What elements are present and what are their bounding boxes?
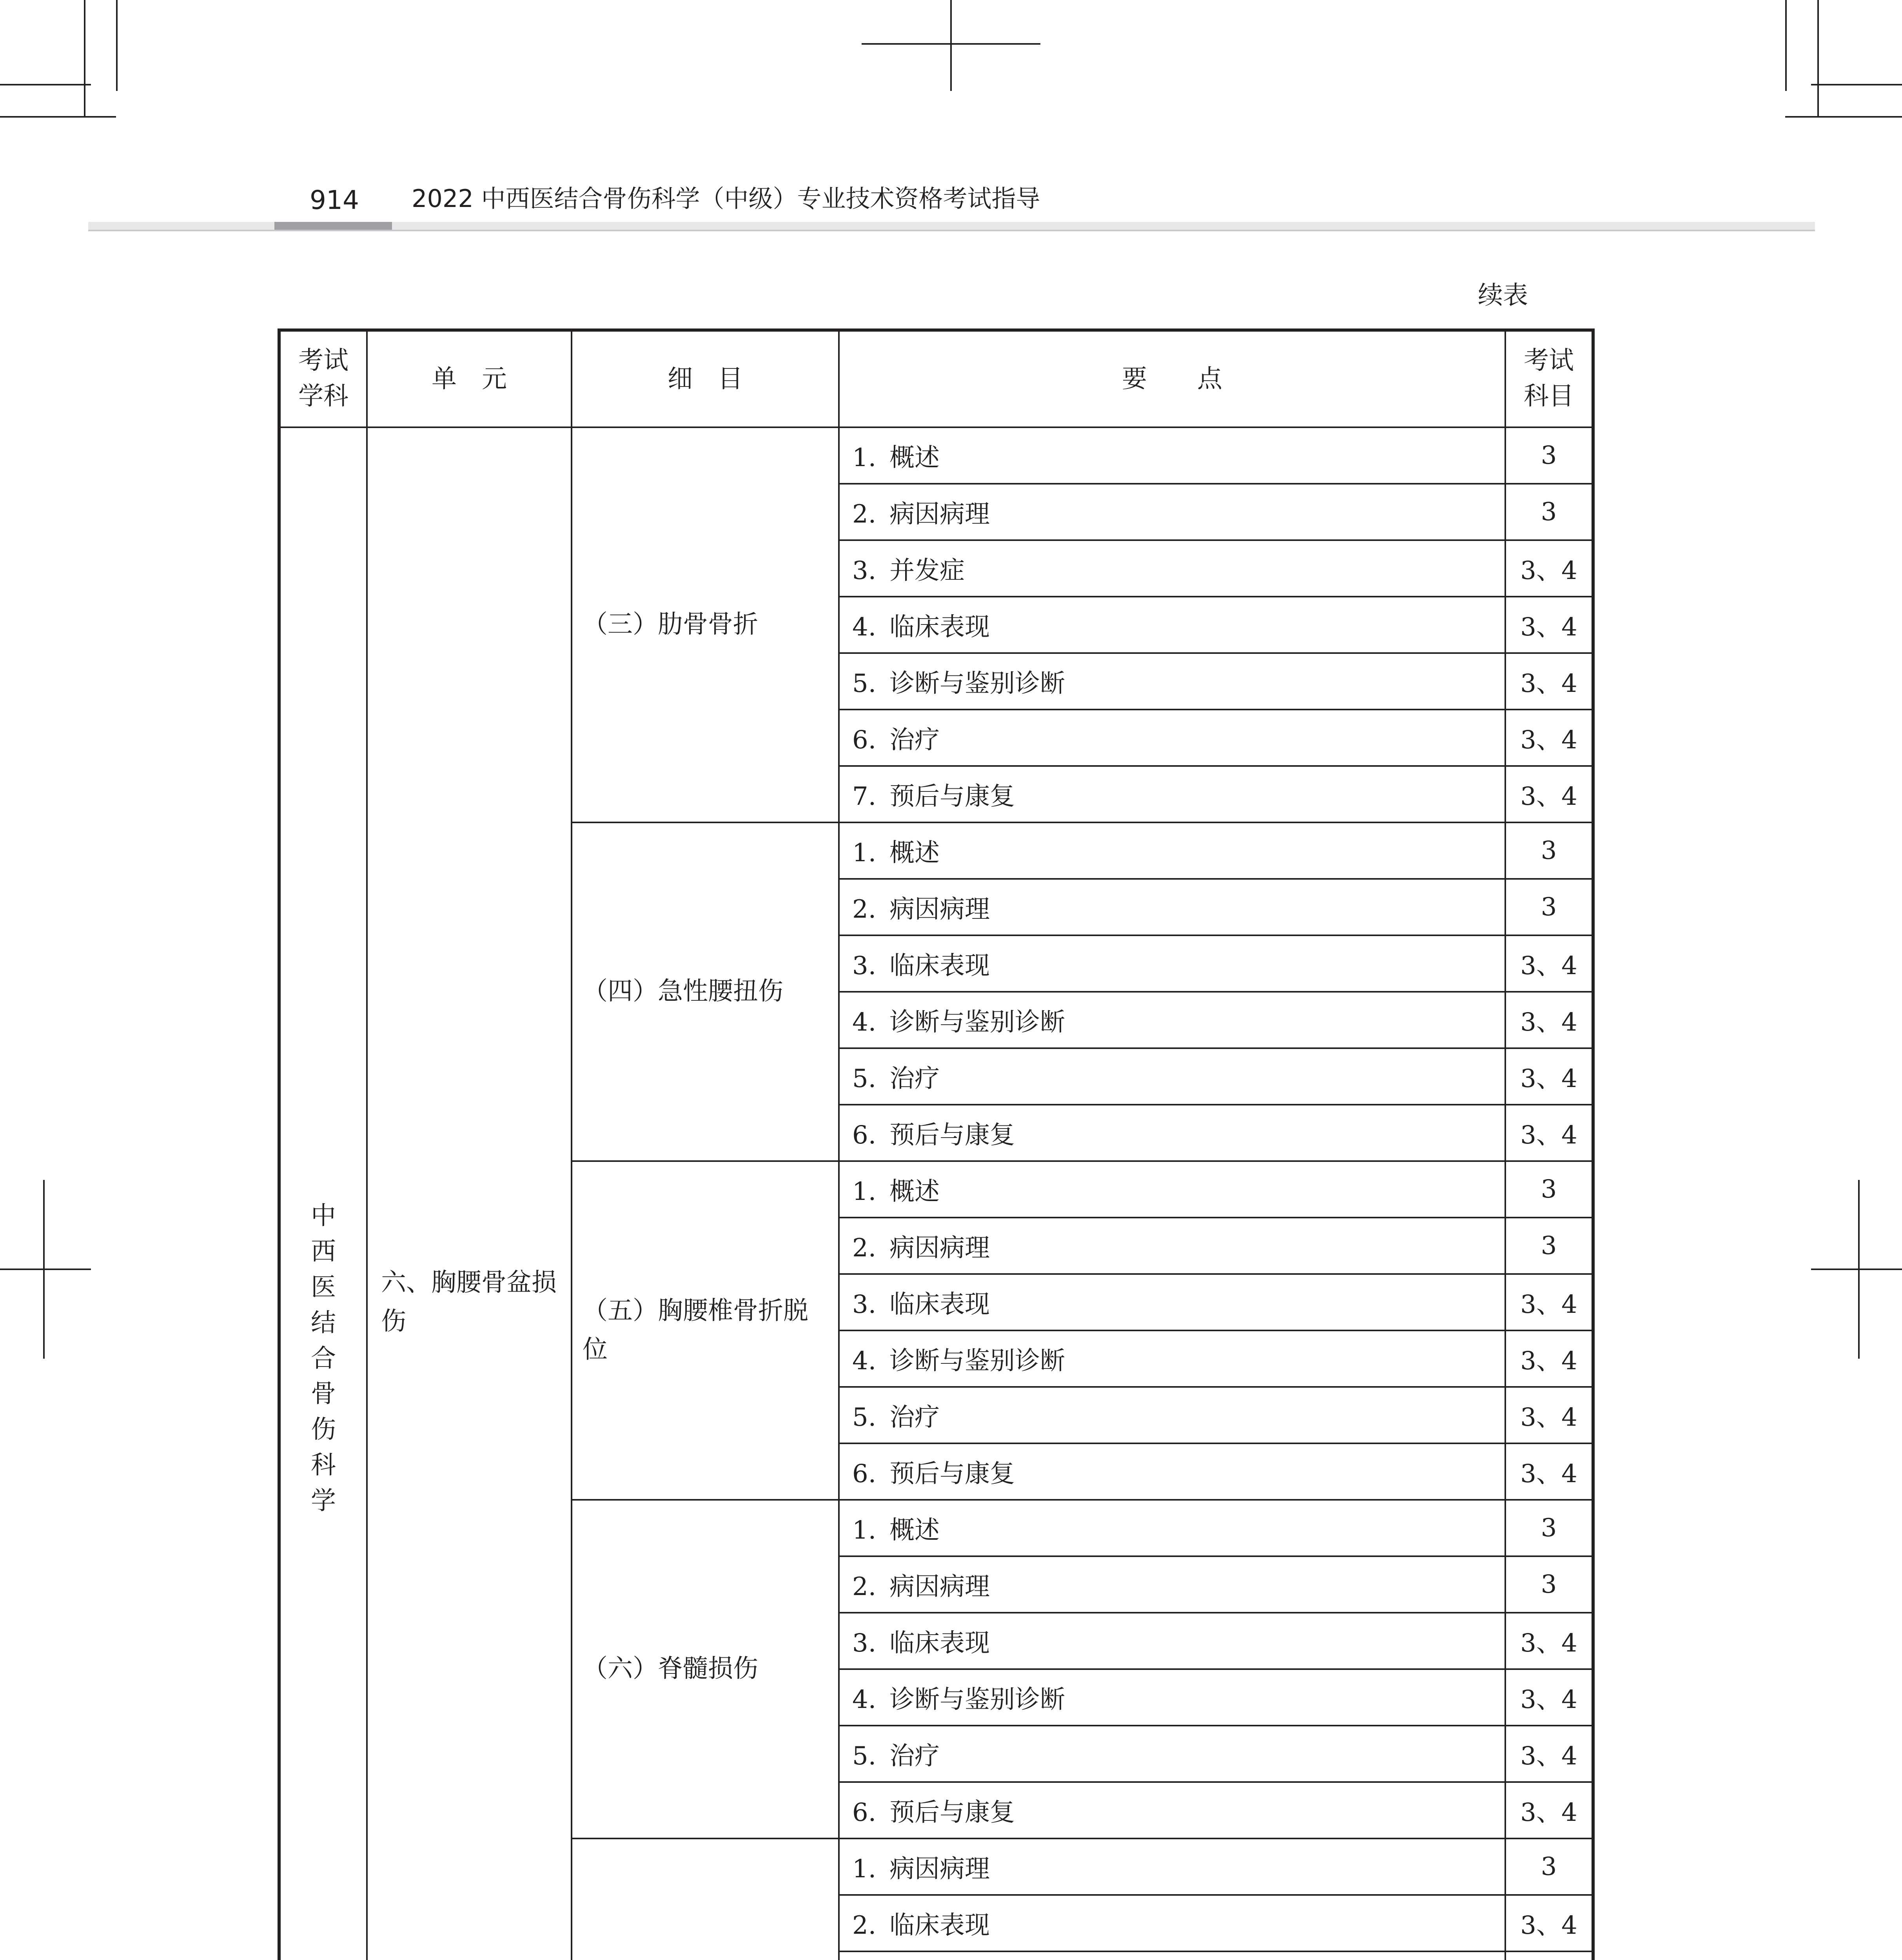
point-number: 2.: [852, 1572, 877, 1601]
point-number: 3.: [852, 556, 877, 585]
point-cell: [839, 653, 1505, 710]
table-header-row: [279, 330, 1593, 427]
point-cell: [839, 1161, 1505, 1218]
point-text: 诊断与鉴别诊断: [889, 669, 1065, 698]
point-cell: [839, 1274, 1505, 1330]
exam-code-cell: 3: [1505, 1838, 1593, 1895]
header-item: 细 目: [572, 330, 839, 427]
point-number: 4.: [852, 1685, 877, 1714]
point-cell: [839, 1613, 1505, 1669]
exam-code-cell: 3: [1505, 879, 1593, 935]
point-cell: [839, 427, 1505, 484]
header-point: 要 点: [839, 330, 1505, 427]
point-text: 治疗: [889, 1064, 940, 1093]
exam-code-cell: 3、4: [1505, 597, 1593, 653]
point-text: 预后与康复: [889, 1798, 1015, 1827]
point-text: 病因病理: [889, 1855, 990, 1884]
point-number: 1.: [852, 443, 877, 472]
point-text: 诊断与鉴别诊断: [889, 1347, 1065, 1376]
exam-code-cell: 3: [1505, 1161, 1593, 1218]
item-cell: （四）急性腰扭伤: [572, 822, 839, 1161]
exam-code-cell: 3、4: [1505, 653, 1593, 710]
exam-code-cell: 3、4: [1505, 1669, 1593, 1726]
point-cell: [839, 1838, 1505, 1895]
point-text: 概述: [889, 838, 940, 867]
subject-cell: 中西医结合骨伤科学: [279, 427, 367, 1960]
point-text: 概述: [889, 1177, 940, 1206]
point-number: 6.: [852, 1459, 877, 1488]
exam-code-cell: 3、4: [1505, 766, 1593, 822]
point-number: 3.: [852, 1290, 877, 1319]
point-number: 6.: [852, 726, 877, 755]
page-number: 914: [310, 185, 359, 215]
exam-code-cell: 3、4: [1505, 1895, 1593, 1951]
point-number: 7.: [852, 782, 877, 811]
point-cell: [839, 1218, 1505, 1274]
running-header-title: 2022 中西医结合骨伤科学（中级）专业技术资格考试指导: [412, 184, 1040, 213]
point-cell: [839, 1669, 1505, 1726]
item-cell: （三）肋骨骨折: [572, 427, 839, 822]
syllabus-table: [278, 328, 1595, 1960]
point-number: 6.: [852, 1798, 877, 1827]
crop-mark: [1811, 1269, 1902, 1270]
point-cell: [839, 1500, 1505, 1556]
point-cell: [839, 766, 1505, 822]
point-cell: [839, 879, 1505, 935]
point-number: 1.: [852, 1855, 877, 1884]
point-text: 并发症: [889, 556, 965, 585]
exam-code-cell: 3、4: [1505, 540, 1593, 597]
point-number: 5.: [852, 1064, 877, 1093]
point-number: 2.: [852, 500, 877, 529]
crop-mark: [1817, 0, 1819, 116]
crop-mark: [1785, 116, 1902, 118]
point-text: 病因病理: [889, 895, 990, 924]
header-exam-code: 考试科目: [1505, 330, 1593, 427]
crop-mark: [0, 84, 91, 85]
header-rule-accent: [274, 222, 392, 230]
point-number: 6.: [852, 1121, 877, 1150]
header-unit: 单 元: [367, 330, 572, 427]
header-subject: 考试学科: [279, 330, 367, 427]
point-text: 概述: [889, 1516, 940, 1545]
point-number: 1.: [852, 1516, 877, 1545]
exam-code-cell: 3、4: [1505, 1330, 1593, 1387]
point-text: 临床表现: [889, 951, 990, 980]
point-number: 5.: [852, 1403, 877, 1432]
point-text: 诊断与鉴别诊断: [889, 1685, 1065, 1714]
point-text: 临床表现: [889, 1629, 990, 1658]
header-rule-thin: [88, 230, 1815, 231]
point-text: 临床表现: [889, 613, 990, 642]
point-number: 2.: [852, 1234, 877, 1263]
point-cell: [839, 1330, 1505, 1387]
point-number: 2.: [852, 1911, 877, 1940]
point-text: 预后与康复: [889, 1121, 1015, 1150]
point-number: 4.: [852, 1008, 877, 1037]
exam-code-cell: 3: [1505, 1218, 1593, 1274]
point-text: 病因病理: [889, 1234, 990, 1263]
exam-code-cell: 3: [1505, 427, 1593, 484]
point-cell: [839, 1443, 1505, 1500]
point-number: 3.: [852, 951, 877, 980]
point-cell: [839, 710, 1505, 766]
point-text: 病因病理: [889, 1572, 990, 1601]
exam-code-cell: 3: [1505, 822, 1593, 879]
exam-code-cell: 3、4: [1505, 935, 1593, 992]
point-number: 3.: [852, 1629, 877, 1658]
point-text: 临床表现: [889, 1290, 990, 1319]
point-cell: [839, 992, 1505, 1048]
point-number: 4.: [852, 613, 877, 642]
point-number: 1.: [852, 838, 877, 867]
point-text: 概述: [889, 443, 940, 472]
crop-mark: [116, 0, 118, 91]
point-text: 治疗: [889, 1403, 940, 1432]
crop-mark: [950, 0, 952, 91]
exam-code-cell: 3、4: [1505, 1443, 1593, 1500]
table-row: [279, 427, 1593, 484]
crop-mark: [84, 0, 85, 116]
unit-cell: 六、胸腰骨盆损伤: [367, 427, 572, 1960]
exam-code-cell: 3、4: [1505, 1782, 1593, 1838]
point-cell: [839, 1951, 1505, 1960]
item-cell: （六）脊髓损伤: [572, 1500, 839, 1838]
point-number: 4.: [852, 1347, 877, 1376]
point-cell: [839, 1895, 1505, 1951]
exam-code-cell: [1505, 1951, 1593, 1960]
crop-mark: [1811, 84, 1902, 85]
point-number: 1.: [852, 1177, 877, 1206]
continued-label: 续表: [1478, 281, 1528, 310]
exam-code-cell: 3、4: [1505, 992, 1593, 1048]
exam-code-cell: 3、4: [1505, 1274, 1593, 1330]
point-cell: [839, 484, 1505, 540]
point-cell: [839, 597, 1505, 653]
point-cell: [839, 1387, 1505, 1443]
crop-mark: [862, 43, 1040, 45]
point-cell: [839, 935, 1505, 992]
item-cell: [572, 1838, 839, 1960]
point-cell: [839, 1556, 1505, 1613]
point-cell: [839, 540, 1505, 597]
point-cell: [839, 1782, 1505, 1838]
exam-code-cell: 3、4: [1505, 1105, 1593, 1161]
exam-code-cell: 3、4: [1505, 1726, 1593, 1782]
crop-mark: [0, 1269, 91, 1270]
exam-code-cell: 3、4: [1505, 1048, 1593, 1105]
point-text: 治疗: [889, 726, 940, 755]
exam-code-cell: 3、4: [1505, 1613, 1593, 1669]
point-text: 治疗: [889, 1742, 940, 1771]
point-cell: [839, 822, 1505, 879]
item-cell: （五）胸腰椎骨折脱位: [572, 1161, 839, 1500]
point-text: 预后与康复: [889, 1459, 1015, 1488]
exam-code-cell: 3、4: [1505, 1387, 1593, 1443]
point-number: 5.: [852, 669, 877, 698]
point-cell: [839, 1726, 1505, 1782]
exam-code-cell: 3: [1505, 1556, 1593, 1613]
point-cell: [839, 1105, 1505, 1161]
crop-mark: [1785, 0, 1787, 91]
point-text: 诊断与鉴别诊断: [889, 1008, 1065, 1037]
point-number: 2.: [852, 895, 877, 924]
exam-code-cell: 3、4: [1505, 710, 1593, 766]
point-text: 预后与康复: [889, 782, 1015, 811]
point-text: 临床表现: [889, 1911, 990, 1940]
point-cell: [839, 1048, 1505, 1105]
exam-code-cell: 3: [1505, 484, 1593, 540]
point-number: 5.: [852, 1742, 877, 1771]
point-text: 病因病理: [889, 500, 990, 529]
crop-mark: [0, 116, 116, 118]
exam-code-cell: 3: [1505, 1500, 1593, 1556]
